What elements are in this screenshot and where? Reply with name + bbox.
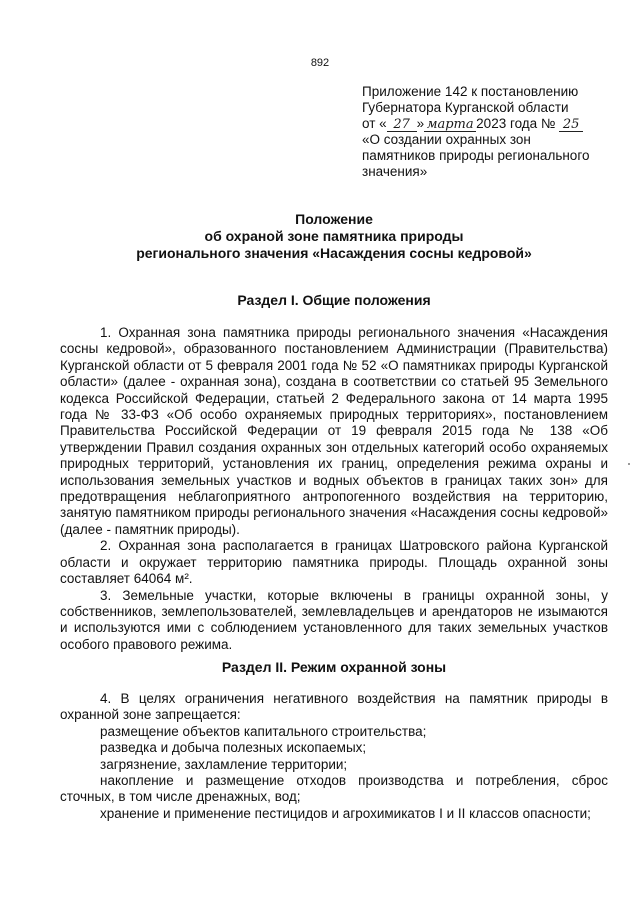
document-title	[60, 211, 608, 262]
handwritten-day: 27	[387, 118, 417, 132]
title-line-1: Положение	[295, 211, 373, 227]
section-1-heading: Раздел I. Общие положения	[237, 292, 431, 308]
paragraph-3: 3. Земельные участки, которые включены в границы охранной зоны, у собственников, землепользователей, землевладельцев и арендаторов не изымаются и используются ими с соблюдением установленного для таких земельных участков особого правового режима.	[60, 587, 608, 652]
scan-speck	[628, 463, 630, 465]
date-prefix: от «	[362, 116, 387, 131]
date-quote: »	[416, 116, 425, 131]
prohibition-item: хранение и применение пестицидов и агрохимикатов I и II классов опасности;	[100, 805, 591, 821]
page-number: 892	[310, 57, 330, 69]
appendix-block	[362, 84, 632, 180]
title-line-3: регионального значения «Насаждения сосны кедровой»	[136, 245, 532, 261]
date-year: 2023 года №	[476, 116, 556, 131]
handwritten-number: 25	[559, 118, 583, 132]
section-1-body	[60, 325, 608, 653]
handwritten-month: марта	[424, 118, 476, 132]
appendix-date-line	[362, 116, 632, 132]
prohibition-item: размещение объектов капитального строительства;	[100, 723, 427, 739]
appendix-line-6: значения»	[362, 164, 428, 179]
prohibition-item: накопление и размещение отходов производства и потребления, сброс сточных, в том числе дренажных, вод;	[60, 773, 608, 805]
paragraph-1: 1. Охранная зона памятника природы регионального значения «Насаждения сосны кедровой», образованного постановлением Администрации (Правительства) Курганской области от 5 февраля 2001 года № 52 «О памятниках природы Курганской области» (далее - охранная зона), создана в соответствии со статьей 95 Земельного кодекса Российской Федерации, статьей 2 Федерального закона от 14 марта 1995 года № 33-ФЗ «Об особо охраняемых природных территориях», постановлением Правительства Российской Федерации от 19 февраля 2015 года № 138 «Об утверждении Правил создания охранных зон отдельных категорий особо охраняемых природных территорий, установления их границ, определения режима охраны и использования земельных участков и водных объектов в границах таких зон» для предотвращения неблагоприятного антропогенного воздействия на территорию, занятую памятником природы регионального значения «Насаждения сосны кедровой» (далее - памятник природы).	[60, 325, 608, 537]
appendix-line-1: Приложение 142 к постановлению	[362, 84, 579, 99]
paragraph-4: 4. В целях ограничения негативного воздействия на памятник природы в охранной зоне запрещается:	[60, 691, 608, 723]
prohibition-item: разведка и добыча полезных ископаемых;	[100, 740, 367, 756]
appendix-line-2: Губернатора Курганской области	[362, 100, 569, 115]
paragraph-2: 2. Охранная зона располагается в границах Шатровского района Курганской области и окружает территорию памятника природы. Площадь охранной зоны составляет 64064 м².	[60, 538, 608, 587]
appendix-line-4: «О создании охранных зон	[362, 132, 531, 147]
appendix-line-5: памятников природы регионального	[362, 148, 590, 163]
prohibition-item: загрязнение, захламление территории;	[100, 756, 348, 772]
title-line-2: об охраной зоне памятника природы	[204, 228, 464, 244]
section-2-heading: Раздел II. Режим охранной зоны	[221, 659, 447, 675]
section-2-body	[60, 691, 608, 822]
